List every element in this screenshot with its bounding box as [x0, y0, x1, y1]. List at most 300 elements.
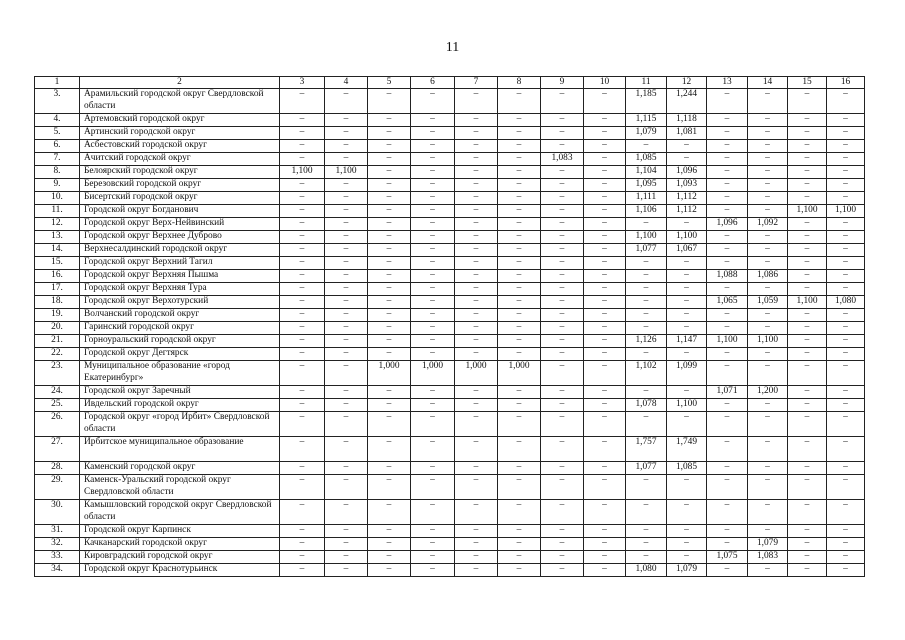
coefficient-cell: – [325, 153, 368, 166]
coefficient-cell: 1,079 [748, 538, 788, 551]
coefficient-cell: – [368, 179, 411, 192]
coefficient-cell: – [368, 218, 411, 231]
table-row [35, 309, 865, 322]
coefficient-cell: – [411, 386, 455, 399]
coefficient-cell: – [827, 386, 865, 399]
coefficient-cell: – [541, 179, 584, 192]
coefficient-cell: 1,118 [667, 114, 707, 127]
coefficient-cell: – [325, 89, 368, 114]
row-number: 10. [35, 192, 80, 205]
coefficient-cell: – [827, 500, 865, 525]
coefficient-cell: – [827, 166, 865, 179]
coefficient-cell: – [411, 283, 455, 296]
coefficient-cell: – [280, 437, 325, 462]
coefficient-cell: – [368, 564, 411, 577]
municipality-name: Гаринский городской округ [80, 322, 280, 335]
coefficient-cell: – [325, 551, 368, 564]
coefficient-cell: – [748, 500, 788, 525]
coefficient-cell: – [584, 231, 626, 244]
coefficient-cell: – [411, 166, 455, 179]
coefficient-cell: – [827, 399, 865, 412]
coefficient-cell: – [368, 386, 411, 399]
coefficient-cell: – [827, 179, 865, 192]
row-number: 13. [35, 231, 80, 244]
coefficient-cell: – [788, 335, 827, 348]
coefficient-cell: 1,080 [827, 296, 865, 309]
coefficient-cell: – [707, 179, 748, 192]
coefficient-cell: – [827, 322, 865, 335]
coefficient-cell: – [827, 114, 865, 127]
coefficient-cell: – [541, 296, 584, 309]
coefficient-cell: – [788, 166, 827, 179]
coefficient-cell: – [498, 296, 541, 309]
coefficient-cell: – [541, 538, 584, 551]
coefficient-cell: – [707, 462, 748, 475]
coefficient-cell: 1,088 [707, 270, 748, 283]
table-row [35, 270, 865, 283]
coefficient-cell: – [411, 140, 455, 153]
coefficient-cell: – [584, 218, 626, 231]
coefficient-cell: – [707, 322, 748, 335]
coefficient-cell: – [498, 192, 541, 205]
table-row [35, 437, 865, 462]
table-row [35, 257, 865, 270]
row-number: 27. [35, 437, 80, 462]
coefficient-cell: 1,099 [667, 361, 707, 386]
coefficient-cell: – [411, 296, 455, 309]
coefficient-cell: – [827, 192, 865, 205]
coefficient-cell: – [498, 462, 541, 475]
coefficient-cell: 1,104 [626, 166, 667, 179]
coefficient-cell: 1,078 [626, 399, 667, 412]
coefficient-cell: – [626, 218, 667, 231]
coefficient-cell: – [827, 89, 865, 114]
coefficient-cell: – [368, 192, 411, 205]
coefficient-cell: – [280, 218, 325, 231]
coefficient-cell: – [541, 218, 584, 231]
coefficient-cell: – [541, 231, 584, 244]
coefficient-cell: – [498, 179, 541, 192]
coefficient-cell: – [827, 127, 865, 140]
coefficient-cell: – [788, 179, 827, 192]
coefficient-cell: – [455, 399, 498, 412]
coefficient-cell: – [541, 525, 584, 538]
coefficient-cell: – [325, 462, 368, 475]
coefficient-cell: – [707, 114, 748, 127]
coefficient-cell: – [788, 192, 827, 205]
row-number: 7. [35, 153, 80, 166]
coefficient-cell: – [667, 412, 707, 437]
coefficient-cell: – [707, 231, 748, 244]
coefficient-cell: – [325, 525, 368, 538]
coefficient-cell: – [455, 140, 498, 153]
coefficient-cell: – [541, 500, 584, 525]
coefficient-cell: – [707, 437, 748, 462]
coefficient-cell: – [707, 361, 748, 386]
coefficient-cell: – [280, 140, 325, 153]
coefficient-cell: – [584, 322, 626, 335]
coefficient-cell: – [541, 462, 584, 475]
row-number: 17. [35, 283, 80, 296]
coefficient-cell: 1,079 [667, 564, 707, 577]
coefficient-cell: – [584, 283, 626, 296]
coefficient-cell: – [788, 348, 827, 361]
coefficient-cell: – [280, 538, 325, 551]
coefficient-cell: – [498, 538, 541, 551]
coefficient-cell: – [707, 205, 748, 218]
coefficient-cell: – [280, 462, 325, 475]
coefficient-cell: – [325, 179, 368, 192]
coefficient-cell: 1,185 [626, 89, 667, 114]
coefficient-cell: – [498, 153, 541, 166]
coefficient-cell: – [788, 218, 827, 231]
coefficient-cell: 1,077 [626, 244, 667, 257]
coefficient-cell: – [368, 412, 411, 437]
coefficient-cell: – [368, 475, 411, 500]
coefficient-cell: – [455, 322, 498, 335]
coefficient-cell: – [748, 348, 788, 361]
row-number: 33. [35, 551, 80, 564]
column-number-header: 3 [280, 77, 325, 89]
coefficient-cell: 1,071 [707, 386, 748, 399]
coefficient-cell: – [584, 244, 626, 257]
municipality-name: Ирбитское муниципальное образование [80, 437, 280, 462]
coefficient-cell: – [325, 140, 368, 153]
coefficient-cell: – [455, 153, 498, 166]
row-number: 4. [35, 114, 80, 127]
coefficient-cell: – [280, 270, 325, 283]
coefficient-cell: – [280, 89, 325, 114]
row-number: 18. [35, 296, 80, 309]
coefficient-cell: – [368, 205, 411, 218]
coefficient-cell: – [411, 564, 455, 577]
coefficient-cell: – [280, 361, 325, 386]
municipality-name: Ивдельский городской округ [80, 399, 280, 412]
row-number: 3. [35, 89, 80, 114]
municipality-name: Городской округ Верхняя Пышма [80, 270, 280, 283]
coefficient-cell: – [325, 399, 368, 412]
municipality-name: Кировградский городской округ [80, 551, 280, 564]
coefficient-cell: – [498, 218, 541, 231]
coefficient-cell: – [584, 386, 626, 399]
coefficient-cell: – [626, 386, 667, 399]
coefficient-cell: – [455, 166, 498, 179]
coefficient-cell: – [280, 335, 325, 348]
coefficient-cell: – [498, 283, 541, 296]
coefficient-cell: – [411, 218, 455, 231]
coefficient-cell: – [584, 462, 626, 475]
coefficient-cell: – [788, 525, 827, 538]
coefficient-cell: – [541, 309, 584, 322]
table-row [35, 525, 865, 538]
coefficient-cell: – [626, 283, 667, 296]
coefficient-cell: – [626, 309, 667, 322]
column-number-header: 4 [325, 77, 368, 89]
coefficient-cell: – [411, 462, 455, 475]
coefficient-cell: – [788, 412, 827, 437]
municipality-name: Арамильский городской округ Свердловской области [80, 89, 280, 114]
coefficient-cell: – [541, 114, 584, 127]
coefficient-cell: – [707, 538, 748, 551]
coefficient-cell: 1,000 [498, 361, 541, 386]
coefficient-cell: – [584, 270, 626, 283]
coefficient-cell: – [325, 309, 368, 322]
coefficient-cell: – [788, 500, 827, 525]
coefficient-cell: – [626, 475, 667, 500]
municipality-name: Артинский городской округ [80, 127, 280, 140]
coefficient-cell: – [667, 153, 707, 166]
coefficient-cell: – [584, 166, 626, 179]
coefficient-cell: – [584, 551, 626, 564]
row-number: 16. [35, 270, 80, 283]
coefficient-cell: – [280, 551, 325, 564]
coefficient-cell: – [584, 309, 626, 322]
column-number-header: 2 [80, 77, 280, 89]
coefficient-cell: 1,100 [667, 399, 707, 412]
coefficient-cell: – [280, 231, 325, 244]
coefficient-cell: – [748, 437, 788, 462]
coefficient-cell: – [498, 500, 541, 525]
coefficient-cell: – [827, 525, 865, 538]
coefficient-cell: – [788, 140, 827, 153]
coefficient-cell: – [280, 386, 325, 399]
coefficient-cell: – [788, 564, 827, 577]
coefficient-cell: – [541, 399, 584, 412]
coefficient-cell: – [626, 551, 667, 564]
coefficient-cell: – [707, 166, 748, 179]
coefficient-cell: – [626, 500, 667, 525]
coefficient-cell: 1,085 [667, 462, 707, 475]
coefficient-cell: – [541, 361, 584, 386]
coefficient-cell: 1,112 [667, 205, 707, 218]
coefficient-cell: – [368, 89, 411, 114]
coefficient-cell: – [748, 412, 788, 437]
coefficient-cell: – [827, 309, 865, 322]
coefficient-cell: – [667, 500, 707, 525]
coefficient-cell: – [368, 399, 411, 412]
coefficient-cell: – [498, 386, 541, 399]
table-row [35, 564, 865, 577]
municipality-name: Городской округ Верхний Тагил [80, 257, 280, 270]
coefficient-cell: – [788, 244, 827, 257]
coefficient-cell: – [748, 166, 788, 179]
coefficient-cell: – [498, 231, 541, 244]
coefficient-cell: – [584, 140, 626, 153]
coefficient-cell: – [411, 89, 455, 114]
coefficient-cell: – [707, 309, 748, 322]
coefficient-cell: – [368, 283, 411, 296]
coefficient-cell: – [707, 564, 748, 577]
coefficient-cell: – [788, 322, 827, 335]
coefficient-cell: 1,106 [626, 205, 667, 218]
coefficient-cell: – [748, 192, 788, 205]
coefficient-cell: – [748, 231, 788, 244]
coefficient-cell: – [788, 127, 827, 140]
coefficient-cell: – [541, 89, 584, 114]
coefficient-cell: – [541, 564, 584, 577]
coefficient-cell: 1,080 [626, 564, 667, 577]
coefficient-cell: – [707, 153, 748, 166]
coefficient-cell: – [368, 270, 411, 283]
coefficient-cell: – [541, 127, 584, 140]
table-row [35, 192, 865, 205]
coefficient-cell: – [498, 525, 541, 538]
column-number-header: 13 [707, 77, 748, 89]
coefficient-cell: – [455, 127, 498, 140]
coefficient-cell: – [368, 153, 411, 166]
coefficient-cell: – [498, 399, 541, 412]
coefficient-cell: 1,115 [626, 114, 667, 127]
coefficient-cell: – [667, 218, 707, 231]
coefficient-cell: – [827, 283, 865, 296]
coefficient-cell: – [827, 564, 865, 577]
table-row [35, 231, 865, 244]
coefficient-cell: – [368, 257, 411, 270]
coefficient-cell: – [541, 335, 584, 348]
coefficient-cell: – [325, 475, 368, 500]
coefficient-cell: – [707, 244, 748, 257]
row-number: 12. [35, 218, 80, 231]
coefficient-cell: 1,749 [667, 437, 707, 462]
coefficient-cell: – [584, 412, 626, 437]
coefficient-cell: – [584, 192, 626, 205]
coefficient-cell: 1,112 [667, 192, 707, 205]
table-header-row [35, 77, 865, 89]
coefficient-cell: 1,100 [626, 231, 667, 244]
coefficient-cell: – [667, 551, 707, 564]
municipality-name: Артемовский городской округ [80, 114, 280, 127]
table-row [35, 179, 865, 192]
coefficient-cell: – [411, 270, 455, 283]
coefficient-cell: – [748, 283, 788, 296]
coefficient-cell: – [368, 166, 411, 179]
coefficient-cell: – [325, 296, 368, 309]
coefficient-cell: – [788, 437, 827, 462]
coefficient-cell: – [368, 127, 411, 140]
coefficient-cell: – [707, 475, 748, 500]
coefficient-cell: – [584, 437, 626, 462]
coefficient-cell: – [788, 283, 827, 296]
coefficient-cell: – [707, 127, 748, 140]
row-number: 19. [35, 309, 80, 322]
coefficient-cell: – [827, 348, 865, 361]
coefficient-cell: – [667, 309, 707, 322]
coefficient-cell: – [541, 475, 584, 500]
coefficient-cell: – [498, 551, 541, 564]
coefficient-cell: – [788, 475, 827, 500]
coefficient-cell: 1,200 [748, 386, 788, 399]
coefficient-cell: – [498, 257, 541, 270]
coefficient-cell: – [788, 399, 827, 412]
coefficient-cell: – [455, 462, 498, 475]
coefficient-cell: 1,083 [748, 551, 788, 564]
coefficient-cell: – [368, 500, 411, 525]
table-row [35, 475, 865, 500]
coefficient-cell: – [455, 309, 498, 322]
coefficient-cell: – [368, 348, 411, 361]
table-row [35, 348, 865, 361]
coefficient-cell: – [788, 538, 827, 551]
coefficient-cell: – [667, 296, 707, 309]
coefficient-cell: – [498, 114, 541, 127]
coefficient-cell: – [748, 322, 788, 335]
coefficient-cell: – [827, 475, 865, 500]
coefficient-cell: – [667, 257, 707, 270]
coefficient-cell: – [411, 205, 455, 218]
table-row [35, 114, 865, 127]
coefficient-cell: – [280, 244, 325, 257]
coefficient-cell: 1,000 [368, 361, 411, 386]
coefficient-cell: – [411, 348, 455, 361]
coefficient-cell: 1,000 [411, 361, 455, 386]
coefficient-cell: 1,100 [667, 231, 707, 244]
coefficient-cell: – [325, 218, 368, 231]
coefficient-cell: – [748, 309, 788, 322]
coefficient-cell: – [455, 412, 498, 437]
coefficient-cell: – [411, 538, 455, 551]
coefficient-cell: – [788, 462, 827, 475]
column-number-header: 8 [498, 77, 541, 89]
coefficient-cell: – [667, 348, 707, 361]
row-number: 14. [35, 244, 80, 257]
coefficient-cell: – [626, 412, 667, 437]
coefficient-cell: – [325, 412, 368, 437]
coefficient-cell: – [498, 244, 541, 257]
coefficient-cell: – [368, 437, 411, 462]
coefficient-cell: 1,100 [325, 166, 368, 179]
coefficient-cell: – [455, 89, 498, 114]
coefficient-cell: – [368, 231, 411, 244]
coefficient-cell: – [455, 231, 498, 244]
coefficient-cell: – [280, 475, 325, 500]
row-number: 23. [35, 361, 80, 386]
coefficient-cell: – [280, 500, 325, 525]
coefficient-cell: – [748, 179, 788, 192]
coefficient-cell: – [748, 257, 788, 270]
coefficient-cell: – [455, 348, 498, 361]
coefficient-cell: – [827, 437, 865, 462]
coefficient-cell: – [498, 270, 541, 283]
coefficient-cell: 1,100 [707, 335, 748, 348]
coefficient-cell: – [584, 525, 626, 538]
coefficient-cell: – [455, 564, 498, 577]
coefficient-cell: – [368, 538, 411, 551]
coefficient-cell: – [541, 322, 584, 335]
coefficient-cell: – [667, 322, 707, 335]
coefficient-cell: – [541, 437, 584, 462]
coefficient-cell: – [584, 348, 626, 361]
coefficient-cell: 1,126 [626, 335, 667, 348]
municipality-name: Березовский городской округ [80, 179, 280, 192]
coefficient-cell: – [626, 140, 667, 153]
coefficient-cell: – [827, 270, 865, 283]
coefficient-cell: – [368, 296, 411, 309]
municipality-name: Камышловский городской округ Свердловской области [80, 500, 280, 525]
municipality-name: Городской округ Дегтярск [80, 348, 280, 361]
coefficient-cell: – [455, 270, 498, 283]
coefficient-cell: – [584, 361, 626, 386]
coefficient-cell: – [827, 361, 865, 386]
municipality-name: Белоярский городской округ [80, 166, 280, 179]
coefficient-cell: – [584, 205, 626, 218]
coefficient-cell: – [667, 525, 707, 538]
coefficient-cell: – [325, 386, 368, 399]
coefficient-cell: – [455, 192, 498, 205]
coefficient-cell: – [280, 322, 325, 335]
row-number: 22. [35, 348, 80, 361]
coefficient-cell: – [827, 335, 865, 348]
coefficient-cell: – [584, 127, 626, 140]
